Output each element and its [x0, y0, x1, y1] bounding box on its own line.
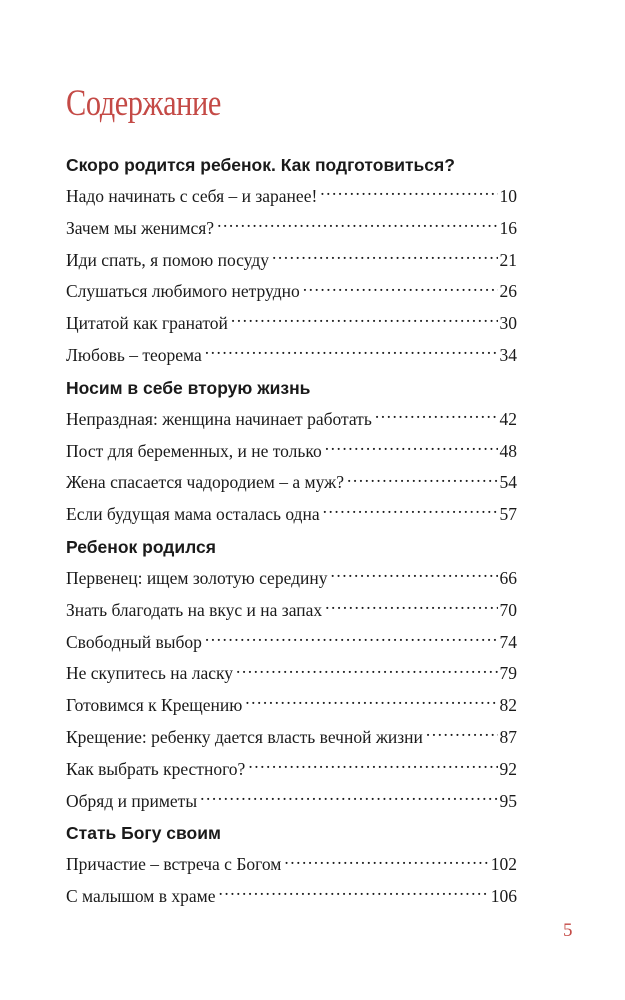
dot-leader — [320, 185, 497, 203]
toc-entry[interactable] — [66, 276, 517, 308]
toc-entry-label: Первенец: ищем золотую середину — [66, 567, 328, 588]
toc-entry-page: 102 — [490, 854, 517, 875]
toc-entry-page: 106 — [490, 886, 517, 907]
dot-leader — [325, 598, 497, 616]
toc-entry[interactable] — [66, 213, 517, 245]
toc-entry[interactable] — [66, 499, 517, 531]
section-header: Скоро родится ребенок. Как подготовиться? — [66, 155, 455, 175]
toc-entry-page: 42 — [499, 408, 517, 429]
toc-entry-label: Цитатой как гранатой — [66, 313, 228, 334]
dot-leader — [331, 566, 498, 584]
dot-leader — [219, 885, 489, 903]
toc-entry[interactable] — [66, 722, 517, 754]
toc-entry-page: 21 — [499, 249, 517, 270]
toc-entry-page: 48 — [499, 440, 517, 461]
dot-leader — [347, 471, 498, 489]
page-title: Содержание — [66, 83, 221, 124]
dot-leader — [248, 757, 497, 775]
toc-entry-label: Свободный выбор — [66, 631, 202, 652]
section-header: Ребенок родился — [66, 536, 217, 557]
toc-entry[interactable] — [66, 595, 517, 627]
toc-entry-page: 26 — [499, 281, 517, 302]
toc-entry-page: 74 — [499, 631, 517, 652]
toc-entry-page: 54 — [499, 472, 517, 493]
dot-leader — [236, 662, 497, 680]
toc-entry[interactable] — [66, 308, 517, 340]
table-of-contents — [66, 149, 517, 913]
dot-leader — [205, 343, 498, 361]
page-number: 5 — [563, 920, 573, 941]
toc-entry-label: Готовимся к Крещению — [66, 695, 243, 716]
toc-entry-page: 16 — [499, 217, 517, 238]
toc-entry-label: С малышом в храме — [66, 886, 216, 907]
toc-entry-page: 57 — [499, 504, 517, 525]
toc-entry[interactable] — [66, 436, 517, 468]
section-header: Стать Богу своим — [66, 823, 221, 844]
dot-leader — [272, 248, 498, 266]
toc-entry-page: 82 — [499, 695, 517, 716]
dot-leader — [323, 503, 498, 521]
toc-entry-label: Жена спасается чадородием – а муж? — [66, 472, 344, 493]
dot-leader — [200, 789, 497, 807]
toc-entry[interactable] — [66, 181, 517, 213]
dot-leader — [426, 725, 498, 743]
toc-entry[interactable] — [66, 467, 517, 499]
toc-entry-label: Знать благодать на вкус и на запах — [66, 599, 323, 620]
toc-entry-page: 10 — [499, 186, 517, 206]
toc-entry-page: 34 — [499, 344, 517, 365]
dot-leader — [245, 694, 497, 712]
toc-entry[interactable] — [66, 245, 517, 277]
toc-entry-label: Причастие – встреча с Богом — [66, 854, 282, 875]
dot-leader — [375, 407, 498, 425]
toc-entry[interactable] — [66, 563, 517, 595]
toc-entry-label: Как выбрать крестного? — [66, 758, 246, 779]
dot-leader — [217, 216, 497, 234]
toc-entry[interactable] — [66, 340, 517, 372]
toc-entry-label: Если будущая мама осталась одна — [66, 504, 320, 525]
toc-entry-label: Любовь – теорема — [66, 344, 202, 365]
toc-entry-page: 66 — [499, 567, 517, 588]
dot-leader — [231, 312, 498, 330]
toc-entry[interactable] — [66, 690, 517, 722]
toc-entry[interactable] — [66, 849, 517, 881]
toc-entry-label: Обряд и приметы — [66, 790, 198, 811]
section-header: Носим в себе вторую жизнь — [66, 377, 311, 398]
dot-leader — [284, 853, 488, 871]
toc-entry[interactable] — [66, 786, 517, 818]
toc-entry-label: Иди спать, я помою посуду — [66, 249, 269, 270]
toc-entry-page: 87 — [499, 726, 517, 747]
toc-entry-page: 79 — [499, 663, 517, 684]
dot-leader — [303, 280, 498, 298]
toc-entry[interactable] — [66, 627, 517, 659]
toc-entry-label: Не скупитесь на ласку — [66, 663, 234, 684]
toc-entry[interactable] — [66, 404, 517, 436]
toc-entry-label: Крещение: ребенку дается власть вечной жизни — [66, 726, 423, 747]
toc-entry-label: Слушаться любимого нетрудно — [66, 281, 300, 302]
toc-entry[interactable] — [66, 658, 517, 690]
dot-leader — [205, 630, 498, 648]
toc-entry-page: 70 — [499, 599, 517, 620]
dot-leader — [325, 439, 498, 457]
toc-entry-page: 95 — [499, 790, 517, 811]
toc-entry-label: Пост для беременных, и не только — [66, 440, 322, 461]
toc-entry[interactable] — [66, 754, 517, 786]
toc-entry-page: 30 — [499, 313, 517, 334]
toc-entry-page: 92 — [499, 758, 517, 779]
toc-entry-label: Непраздная: женщина начинает работать — [66, 408, 372, 429]
toc-entry[interactable] — [66, 881, 517, 913]
toc-entry-label: Надо начинать с себя – и заранее! — [66, 186, 318, 206]
toc-entry-label: Зачем мы женимся? — [66, 217, 215, 238]
